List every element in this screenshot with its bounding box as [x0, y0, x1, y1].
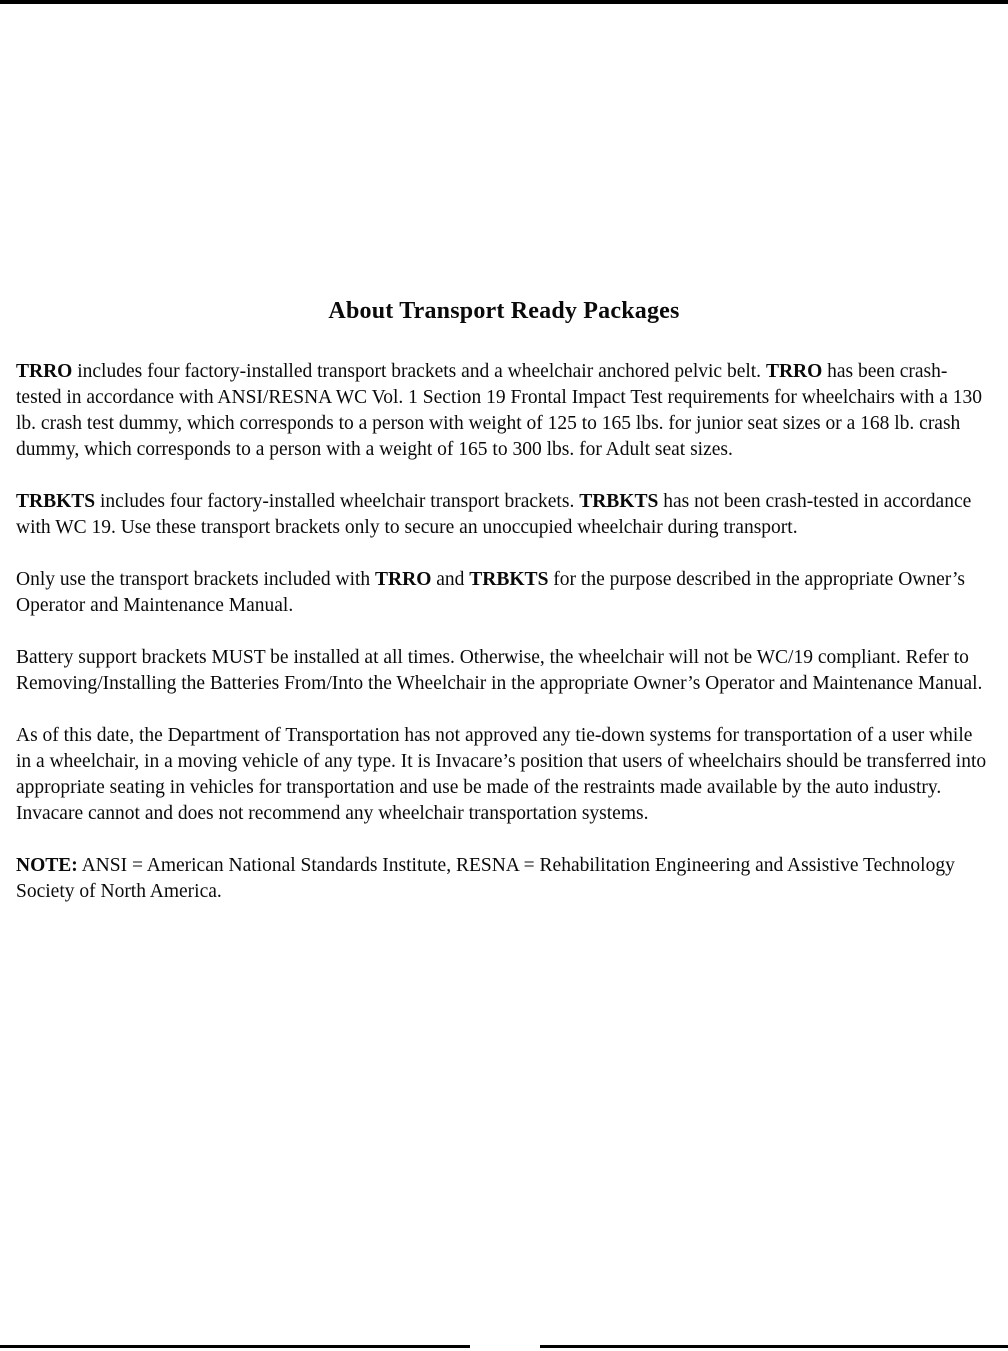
- body-text: ANSI = American National Standards Institute, RESNA = Rehabilitation Engineering and Assistive Technology Society of North America.: [16, 855, 955, 902]
- paragraph: [16, 723, 992, 827]
- paragraph: [16, 489, 992, 541]
- body-text: for the purpose described in the appropriate Owner’s Operator and Maintenance Manual.: [16, 569, 966, 616]
- page-title: About Transport Ready Packages: [328, 298, 680, 324]
- paragraph: [16, 645, 992, 697]
- bold-text: NOTE:: [16, 855, 78, 876]
- body-text: includes four factory-installed wheelchair transport brackets.: [95, 491, 580, 512]
- body-text: has not been crash-tested in accordance with WC 19. Use these transport brackets only to secure an unoccupied wheelchair during transport.: [16, 491, 972, 538]
- bottom-border-line-left: [0, 1345, 470, 1348]
- body-text: has been crash-tested in accordance with ANSI/RESNA WC Vol. 1 Section 19 Frontal Impact Test requirements for wheelchairs with a 130 lb. crash test dummy, which corresponds to a person with weight of 125 to 165 lbs. for junior seat sizes or a 168 lb. crash dummy, which corresponds to a person with a weight of 165 to 300 lbs. for Adult seat sizes.: [16, 361, 983, 460]
- body-text: Battery support brackets MUST be installed at all times. Otherwise, the wheelchair will not be WC/19 compliant. Refer to Removing/Installing the Batteries From/Into the Wheelchair in the appropriate Owner’s Operator and Maintenance Manual.: [16, 647, 983, 694]
- paragraph: [16, 359, 992, 463]
- document-body: [16, 359, 992, 905]
- body-text: As of this date, the Department of Transportation has not approved any tie-down systems for transportation of a user while in a wheelchair, in a moving vehicle of any type. It is Invacare’s position that users of wheelchairs should be transferred into appropriate seating in vehicles for transportation and use be made of the restraints made available by the auto industry. Invacare cannot and does not recommend any wheelchair transportation systems.: [16, 725, 987, 824]
- bold-text: TRRO: [765, 361, 823, 382]
- bold-text: TRBKTS: [469, 569, 549, 590]
- body-text: and: [431, 569, 470, 590]
- paragraph: [16, 567, 992, 619]
- bottom-border-line-right: [540, 1345, 1008, 1348]
- bold-text: TRBKTS: [579, 491, 659, 512]
- bold-text: TRRO: [375, 569, 432, 590]
- top-border-line: [0, 0, 1008, 4]
- bold-text: TRBKTS: [16, 491, 96, 512]
- bold-text: TRRO: [16, 361, 73, 382]
- paragraph: [16, 853, 992, 905]
- document-content: [16, 298, 992, 931]
- body-text: includes four factory-installed transport brackets and a wheelchair anchored pelvic belt.: [72, 361, 766, 382]
- body-text: Only use the transport brackets included with: [16, 569, 376, 590]
